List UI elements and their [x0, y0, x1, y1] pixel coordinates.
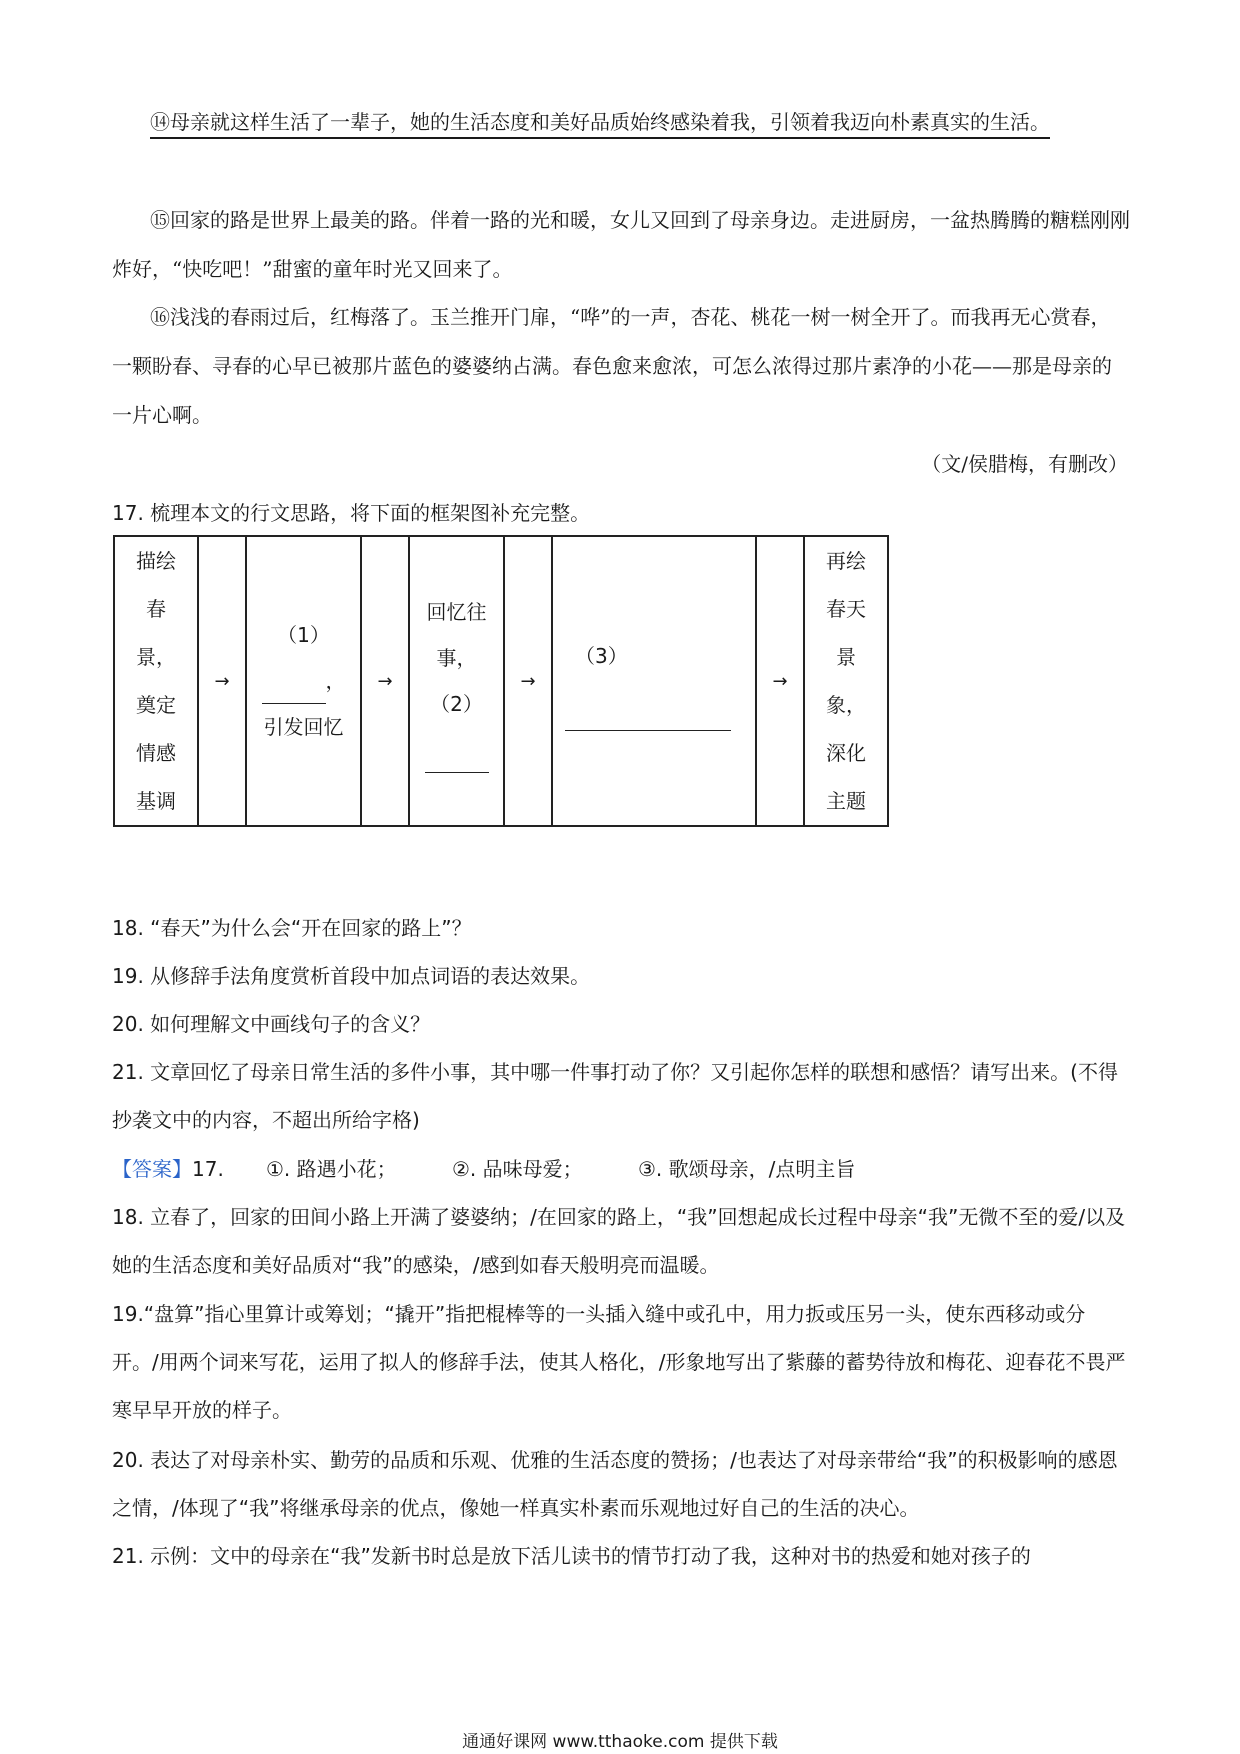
answer-18: 18. 立春了，回家的田间小路上开满了婆婆纳；/在回家的路上，“我”回想起成长过程中母亲“我”无微不至的爱/以及她的生活态度和美好品质对“我”的感染，/感到如春天般明亮而温暖。 [112, 1205, 1126, 1277]
paragraph-15: ⑮回家的路是世界上最美的路。伴着一路的光和暖，女儿又回到了母亲身边。走进厨房，一盆热腾腾的糖糕刚刚炸好，“快吃吧！”甜蜜的童年时光又回来了。 [112, 208, 1130, 281]
framework-step-4-blank-3 [552, 536, 756, 826]
blank-2-line[interactable] [425, 750, 489, 773]
arrow-4: → [756, 536, 804, 826]
step5-line: 再绘 [826, 549, 866, 573]
step5-line: 象， [826, 693, 866, 717]
step1-line: 春 [146, 597, 166, 621]
step5-line: 深化 [826, 741, 866, 765]
framework-step-1 [114, 536, 198, 826]
attribution: （文/侯腊梅，有删改） [921, 452, 1128, 476]
answer-17-item-2: ②. 品味母爱； [452, 1157, 583, 1181]
framework-diagram [113, 535, 889, 827]
question-17-prompt: 17. 梳理本文的行文思路，将下面的框架图补充完整。 [112, 501, 591, 525]
blank-3-number[interactable]: （3） [575, 644, 628, 668]
step5-line: 春天 [826, 597, 866, 621]
answer-19: 19.“盘算”指心里算计或筹划；“撬开”指把棍棒等的一头插入缝中或孔中，用力扳或压另一头，使东西移动或分开。/用两个词来写花，运用了拟人的修辞手法，使其人格化，/形象地写出了紫藤的蓄势待放和梅花、迎春花不畏严寒早早开放的样子。 [112, 1302, 1126, 1422]
question-20: 20. 如何理解文中画线句子的含义？ [112, 1012, 431, 1036]
paragraph-16: ⑯浅浅的春雨过后，红梅落了。玉兰推开门扉，“哗”的一声，杏花、桃花一树一树全开了。而我再无心赏春，一颗盼春、寻春的心早已被那片蓝色的婆婆纳占满。春色愈来愈浓，可怎么浓得过那片素净的小花——那是母亲的一片心啊。 [112, 305, 1112, 427]
answer-21: 21. 示例：文中的母亲在“我”发新书时总是放下活儿读书的情节打动了我，这种对书的热爱和她对孩子的 [112, 1544, 1031, 1568]
answer-17 [112, 1145, 1130, 1193]
question-21: 21. 文章回忆了母亲日常生活的多件小事，其中哪一件事打动了你？又引起你怎样的联想和感悟？请写出来。(不得抄袭文中的内容，不超出所给字格) [112, 1060, 1118, 1132]
answer-17-item-3: ③. 歌颂母亲，/点明主旨 [638, 1157, 856, 1181]
blank-1-number[interactable]: （1） [277, 623, 330, 647]
framework-step-5 [804, 536, 888, 826]
arrow-1: → [198, 536, 246, 826]
blank-2-number[interactable]: （2） [430, 692, 483, 716]
answer-20: 20. 表达了对母亲朴实、勤劳的品质和乐观、优雅的生活态度的赞扬；/也表达了对母亲带给“我”的积极影响的感恩之情，/体现了“我”将继承母亲的优点，像她一样真实朴素而乐观地过好自己的生活的决心。 [112, 1448, 1118, 1520]
framework-step-3-blank-2 [409, 536, 504, 826]
step1-line: 景， [136, 645, 176, 669]
step3-text: 回忆往 [426, 600, 487, 624]
answer-tag: 【答案】 [112, 1157, 192, 1181]
arrow-3: → [504, 536, 552, 826]
arrow-2: → [361, 536, 409, 826]
step1-line: 奠定 [136, 693, 176, 717]
paragraph-14: ⑭母亲就这样生活了一辈子，她的生活态度和美好品质始终感染着我，引领着我迈向朴素真实的生活。 [150, 110, 1050, 134]
step1-line: 情感 [136, 741, 176, 765]
answer-17-item-1: ①. 路遇小花； [266, 1157, 397, 1181]
step5-line: 主题 [826, 789, 866, 813]
page-footer: 通通好课网 www.tthaoke.com 提供下载 [462, 1732, 778, 1752]
blank-1-comma: ， [325, 669, 346, 693]
step1-line: 基调 [136, 789, 176, 813]
framework-step-2-blank-1 [246, 536, 361, 826]
blank-3-line[interactable] [565, 708, 731, 731]
step5-line: 景 [836, 645, 856, 669]
answer-17-number: 17. [192, 1157, 224, 1181]
question-18: 18. “春天”为什么会“开在回家的路上”？ [112, 916, 472, 940]
step1-line: 描绘 [136, 549, 176, 573]
question-19: 19. 从修辞手法角度赏析首段中加点词语的表达效果。 [112, 964, 591, 988]
step2-text: 引发回忆 [263, 715, 344, 739]
step3-text: 事， [436, 646, 477, 670]
